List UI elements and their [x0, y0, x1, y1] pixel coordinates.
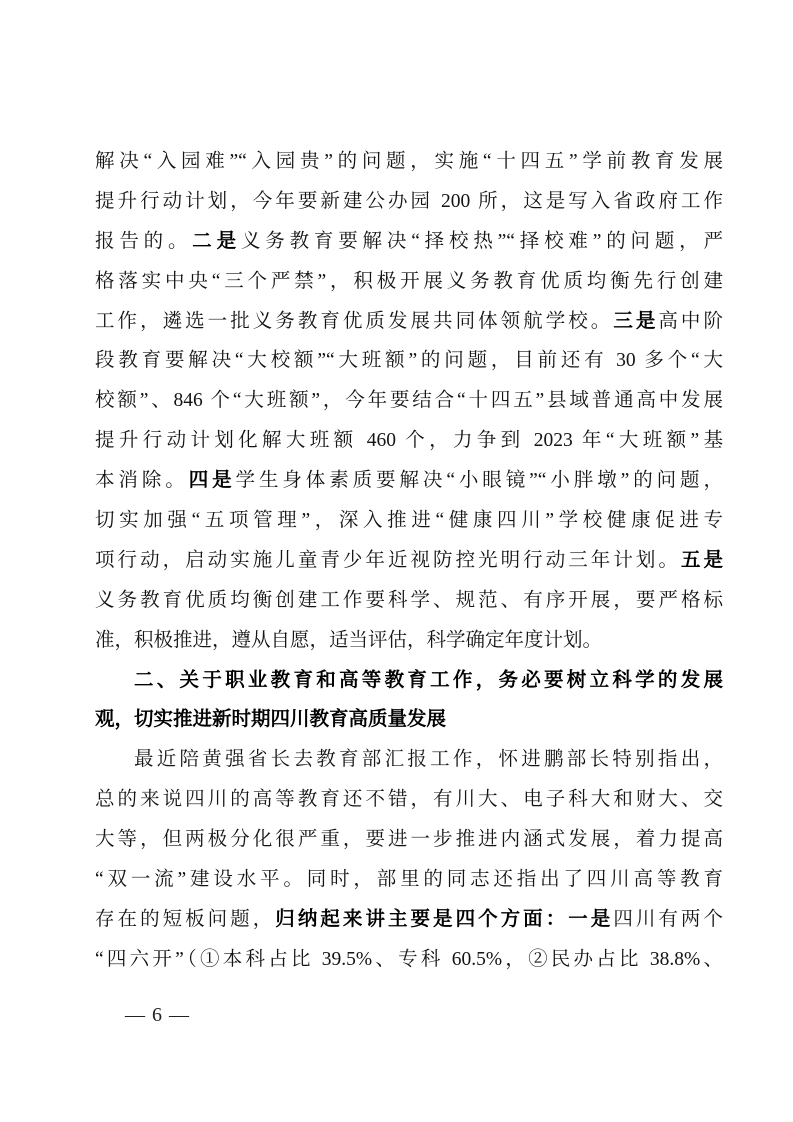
- emphasis-run: 五是: [680, 548, 723, 571]
- page-number: — 6 —: [125, 1004, 190, 1026]
- text-line: [95, 262, 723, 302]
- text-line: [95, 661, 723, 701]
- text-run: “四六开”（①本科占比 39.5%、专科 60.5%，②民办占比 38.8%、: [95, 948, 723, 970]
- text-run: 项行动，启动实施儿童青少年近视防控光明行动三年计划。: [95, 549, 681, 571]
- text-run: 报告的。: [95, 230, 193, 252]
- emphasis-run: 归纳起来讲主要是四个方面：一是: [275, 907, 614, 930]
- paragraph: [95, 142, 723, 661]
- text-line: [95, 461, 723, 501]
- text-line: [95, 940, 723, 980]
- emphasis-run: 观，切实推进新时期四川教育高质量发展: [95, 708, 447, 731]
- text-line: [95, 222, 723, 262]
- text-run: 校额”、846 个“大班额”，今年要结合“十四五”县域普通高中发展: [95, 390, 723, 412]
- text-run: “双一流”建设水平。同时，部里的同志还指出了四川高等教育: [95, 869, 723, 891]
- emphasis-run: 三是: [613, 309, 659, 332]
- text-run: 存在的短板问题，: [95, 908, 276, 930]
- text-run: 总的来说四川的高等教育还不错，有川大、电子科大和财大、交: [95, 789, 723, 811]
- text-line: [95, 740, 723, 780]
- section-heading: [95, 661, 723, 741]
- text-line: [95, 381, 723, 421]
- text-run: 高中阶: [658, 310, 723, 332]
- text-run: 格落实中央“三个严禁”，积极开展义务教育优质均衡先行创建: [95, 270, 723, 292]
- text-line: [95, 780, 723, 820]
- text-run: 学生身体素质要解决“小眼镜”“小胖墩”的问题，: [235, 470, 723, 492]
- text-run: 工作，遴选一批义务教育优质发展共同体领航学校。: [95, 310, 614, 332]
- text-line: [95, 501, 723, 541]
- text-line: [95, 621, 723, 661]
- text-line: [95, 700, 723, 740]
- text-run: 本消除。: [95, 470, 189, 492]
- text-run: 切实加强“五项管理”，深入推进“健康四川”学校健康促进专: [95, 510, 723, 532]
- emphasis-run: 二、关于职业教育和高等教育工作，务必要树立科学的发展: [134, 668, 723, 691]
- emphasis-run: 四是: [188, 469, 236, 492]
- text-line: [95, 581, 723, 621]
- text-run: 四川有两个: [613, 908, 723, 930]
- emphasis-run: 二是: [192, 229, 241, 252]
- text-run: 义务教育优质均衡创建工作要科学、规范、有序开展，要严格标: [95, 589, 723, 611]
- text-run: 提升行动计划化解大班额 460 个，力争到 2023 年“大班额”基: [95, 430, 723, 452]
- text-run: 提升行动计划，今年要新建公办园 200 所，这是写入省政府工作: [95, 190, 723, 212]
- text-line: [95, 341, 723, 381]
- text-line: [95, 820, 723, 860]
- paragraph: [95, 740, 723, 979]
- text-line: [95, 182, 723, 222]
- text-run: 义务教育要解决“择校热”“择校难”的问题，严: [240, 230, 723, 252]
- text-line: [95, 421, 723, 461]
- text-run: 大等，但两极分化很严重，要进一步推进内涵式发展，着力提高: [95, 829, 723, 851]
- text-line: [95, 142, 723, 182]
- text-run: 准，积极推进，遵从自愿，适当评估，科学确定年度计划。: [95, 629, 603, 651]
- text-run: 解决“入园难”“入园贵”的问题，实施“十四五”学前教育发展: [95, 151, 723, 172]
- text-line: [95, 900, 723, 940]
- text-line: [95, 541, 723, 581]
- document-body: [95, 142, 723, 980]
- text-run: 最近陪黄强省长去教育部汇报工作，怀进鹏部长特别指出，: [134, 749, 723, 771]
- text-line: [95, 302, 723, 342]
- text-line: [95, 860, 723, 900]
- text-run: 段教育要解决“大校额”“大班额”的问题，目前还有 30 多个“大: [95, 350, 723, 372]
